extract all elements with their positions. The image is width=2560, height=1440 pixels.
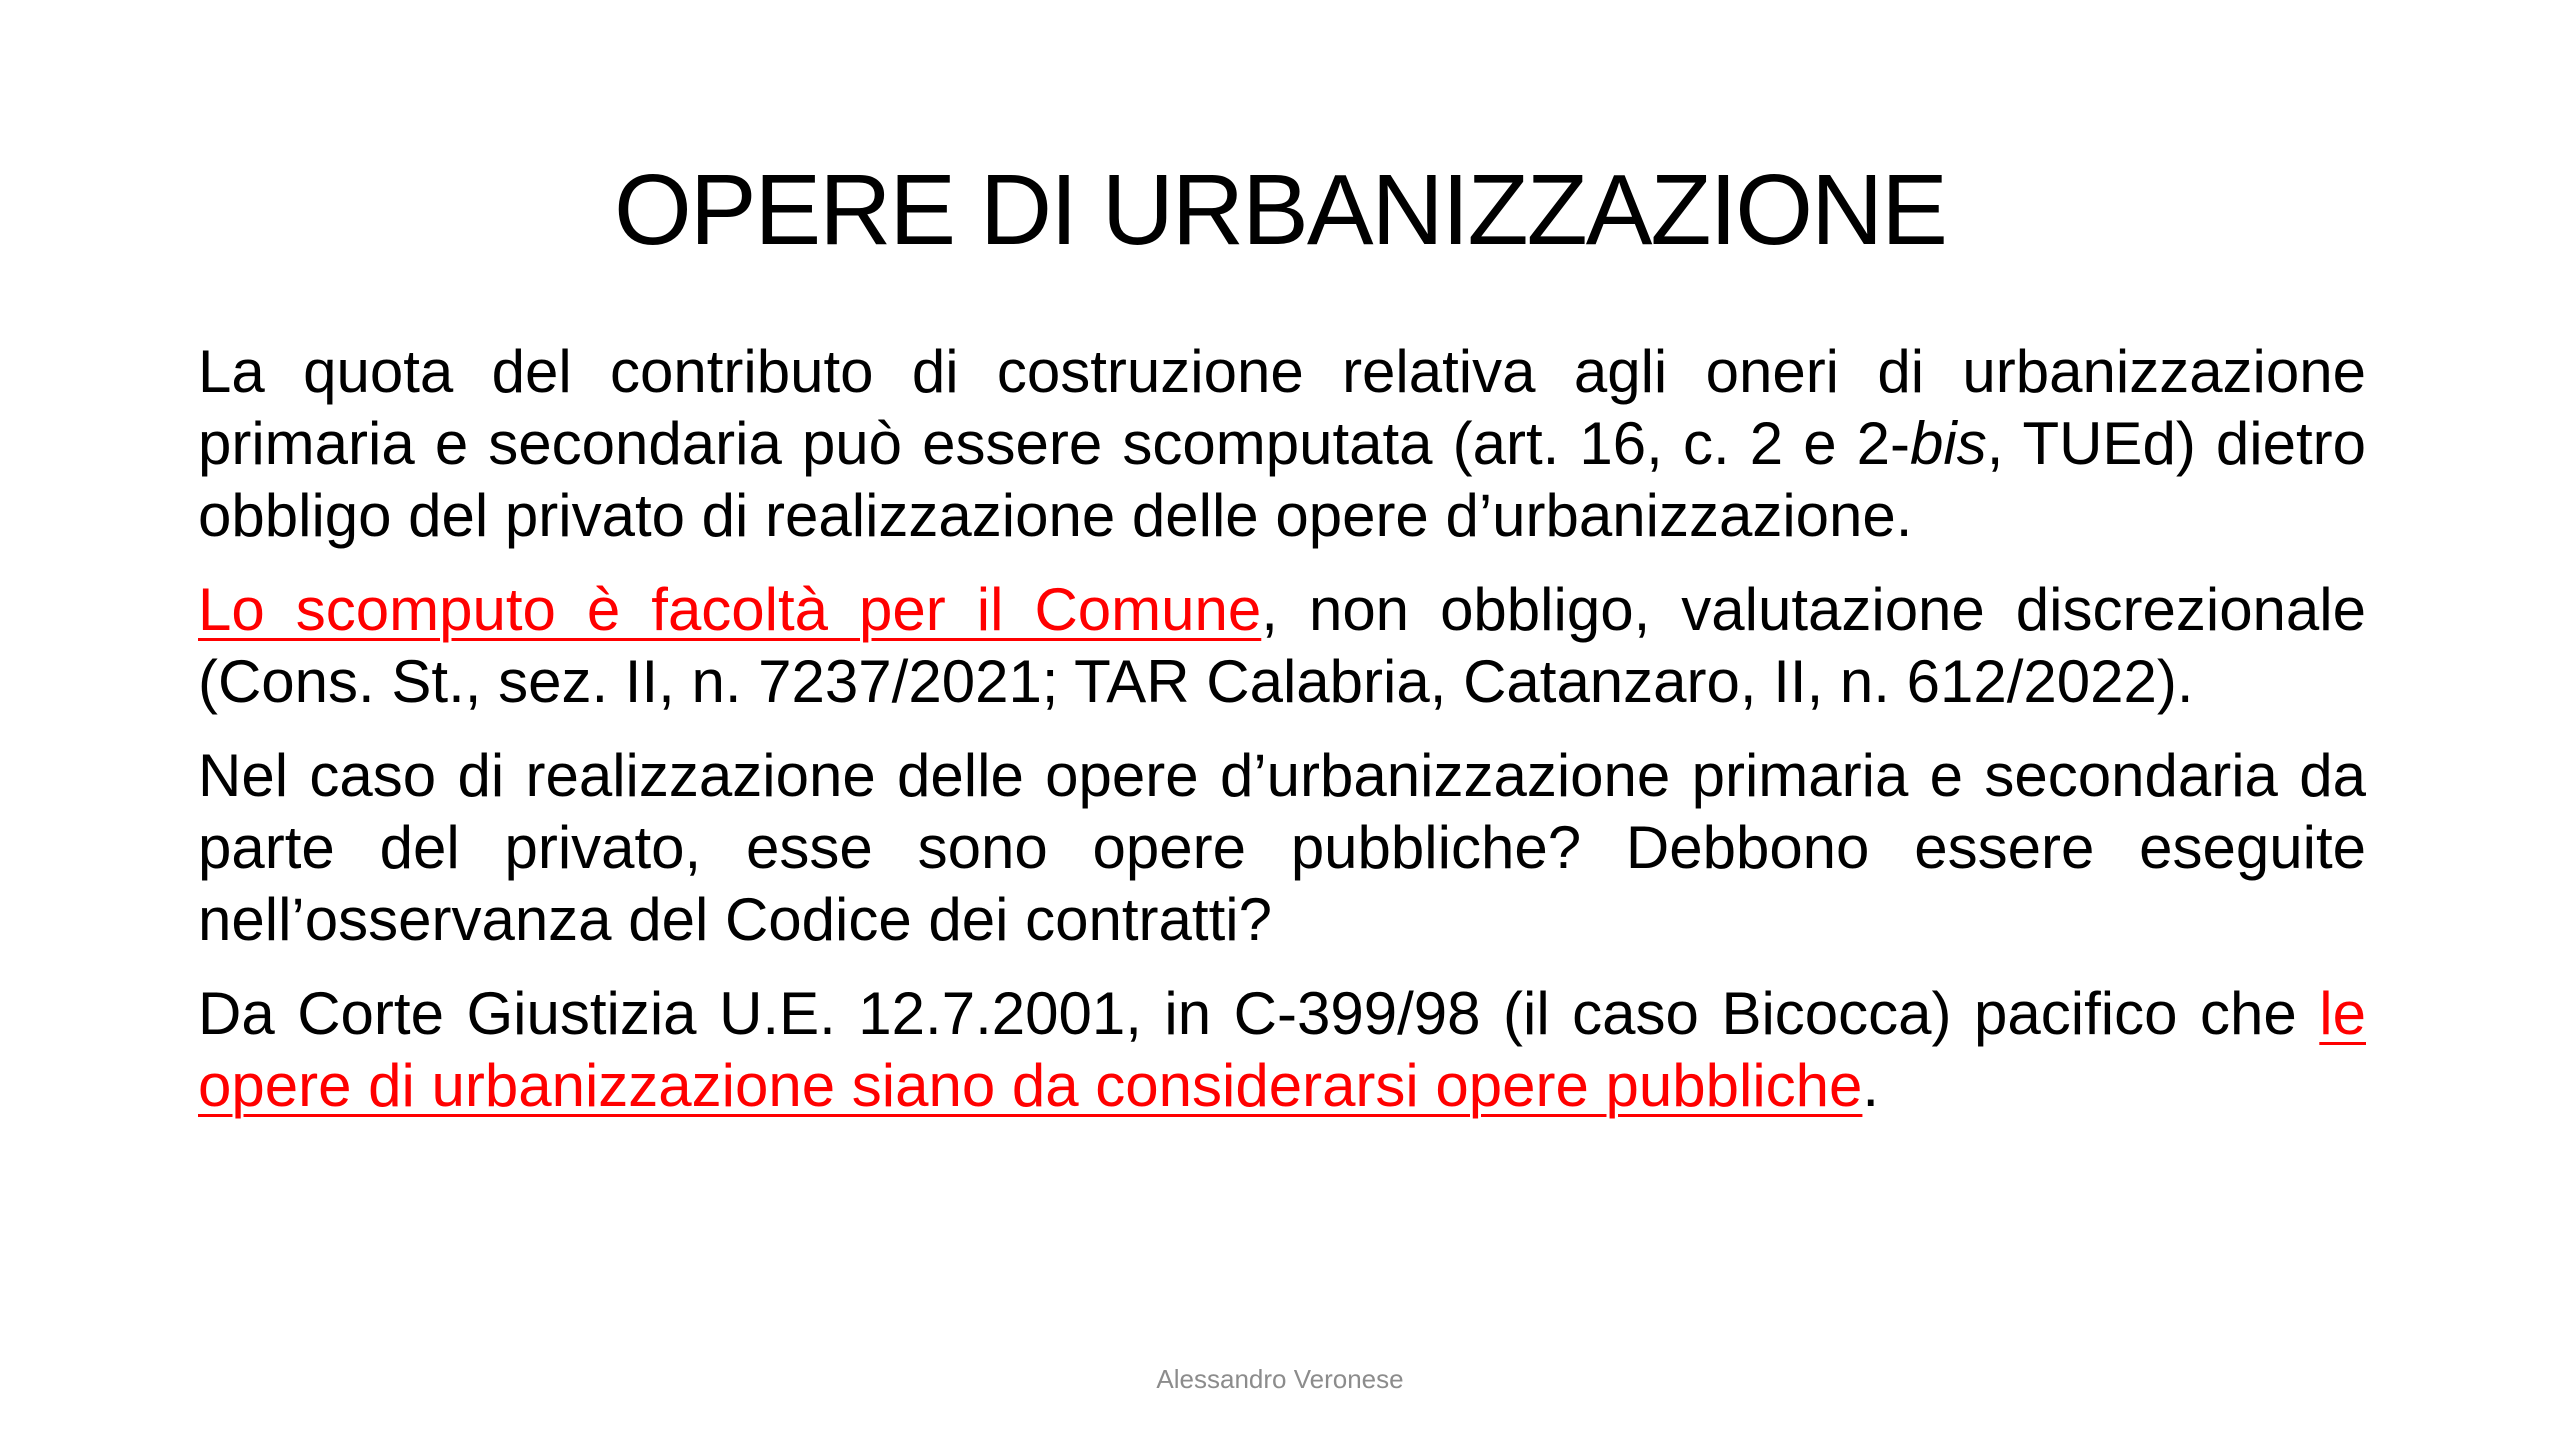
paragraph-text: Da Corte Giustizia U.E. 12.7.2001, in C-399/98 (il caso Bicocca) pacifico che (198, 980, 2320, 1047)
paragraph-text: , TUEd) dietro obbligo del privato di realizzazione delle opere d’urbanizzazione. (198, 410, 2366, 549)
paragraph-scomputo-quota (198, 336, 2366, 552)
highlighted-text: le opere di urbanizzazione siano da considerarsi opere pubbliche (198, 980, 2366, 1119)
paragraph-text: . (1862, 1052, 1880, 1119)
highlighted-text: Lo scomputo è facoltà per il Comune (198, 576, 1262, 643)
paragraph-text: La quota del contributo di costruzione relativa agli oneri di urbanizzazione primaria e secondaria può essere scomputata (art. 16, c. 2 e 2- (198, 338, 2366, 477)
paragraph-question (198, 740, 2366, 956)
slide-body (198, 336, 2366, 1144)
italic-term: bis (1910, 410, 1987, 477)
paragraph-text: Nel caso di realizzazione delle opere d’urbanizzazione primaria e secondaria da parte del privato, esse sono opere pubbliche? Debbono essere eseguite nell’osservanza del Codice dei contratti? (198, 742, 2366, 953)
slide-title: OPERE DI URBANIZZAZIONE (614, 154, 1946, 266)
paragraph-bicocca (198, 978, 2366, 1122)
paragraph-facolta-comune (198, 574, 2366, 718)
slide-footer-author: Alessandro Veronese (1156, 1364, 1404, 1394)
paragraph-text: , non obbligo, valutazione discrezionale (Cons. St., sez. II, n. 7237/2021; TAR Calabria, Catanzaro, II, n. 612/2022). (198, 576, 2366, 715)
